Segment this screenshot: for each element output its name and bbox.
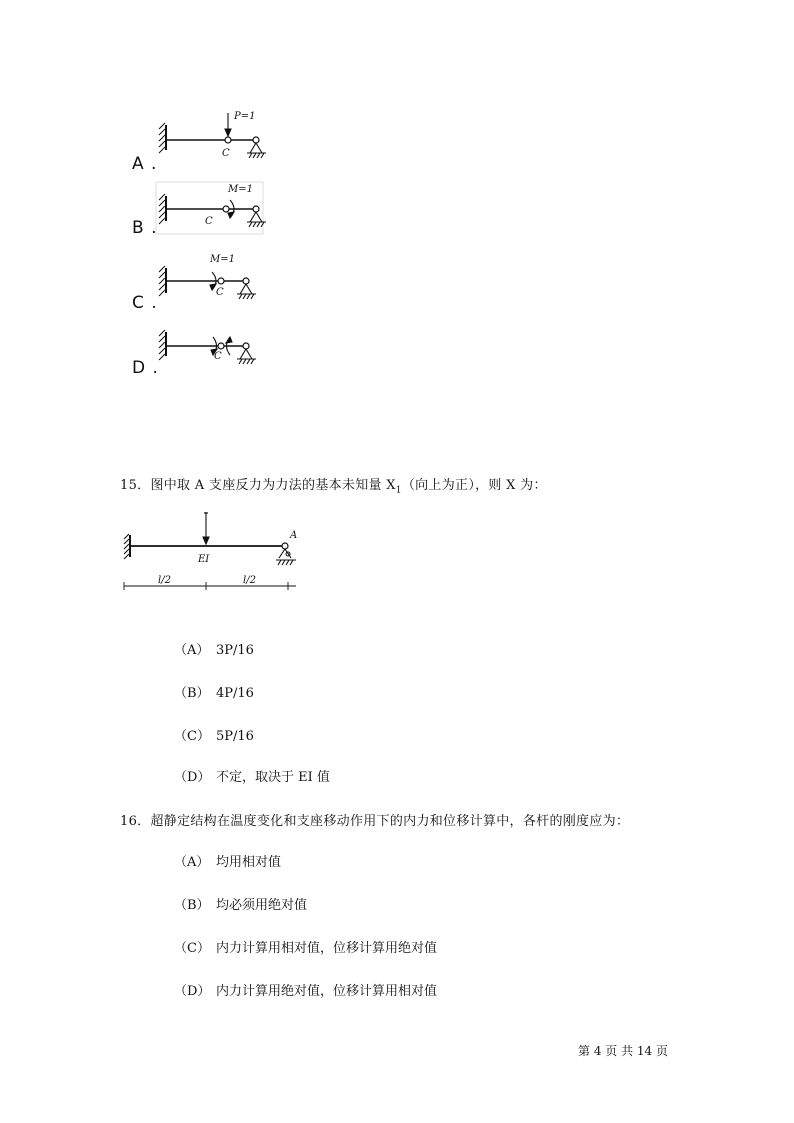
support-a-label: A [290,530,298,541]
question-15-figure [118,508,303,600]
hinge-c-icon [218,278,224,284]
q15-option-b[interactable] [174,682,254,701]
hinge-c-icon [218,343,224,349]
option-a-diagram [150,105,280,167]
option-text: 4P/16 [216,686,254,701]
option-c-letter: C . [132,293,158,313]
hinge-c-icon [225,137,231,143]
option-b-letter: B . [132,218,158,238]
q16-option-b[interactable] [174,894,307,913]
fixed-support-icon [159,330,166,360]
hinge-icon [243,343,249,349]
moment-label: M=1 [228,184,253,195]
stiffness-label: EI [198,554,210,565]
point-c-label: C [216,287,224,298]
load-arrow-icon [225,113,231,136]
q16-option-c[interactable] [174,937,437,956]
q15-option-c[interactable] [174,725,254,744]
pin-support-icon [247,143,266,158]
option-tag: （D） [174,770,211,785]
option-text: 内力计算用相对值，位移计算用绝对值 [216,941,438,956]
dimension-left-label: l/2 [158,575,171,586]
option-tag: （A） [174,855,210,870]
option-text: 不定，取决于 EI 值 [216,770,330,785]
option-text: 均用相对值 [216,855,282,870]
fixed-support-icon [159,266,166,296]
dimension-line [124,582,296,590]
q15-option-a[interactable] [174,639,254,658]
point-c-label: C [214,351,222,362]
option-text: 5P/16 [216,729,254,744]
option-tag: （B） [174,686,210,701]
point-c-label: C [205,216,213,227]
option-text: 内力计算用绝对值，位移计算用相对值 [216,984,438,999]
pin-support-icon [237,284,256,299]
hinge-a-icon [282,543,288,549]
option-text: 均必须用绝对值 [216,898,308,913]
option-tag: （D） [174,984,211,999]
question-15-text: 15．图中取 A 支座反力为力法的基本未知量 $X_1$（向上为正），则 X 为： [120,478,547,496]
fixed-support-icon [159,194,166,224]
load-label: P=1 [234,111,256,122]
moment-label: M=1 [210,254,235,265]
q16-option-d[interactable] [174,980,437,999]
q16-option-a[interactable] [174,851,281,870]
option-text: 3P/16 [216,643,254,658]
q15-option-d[interactable] [174,766,330,785]
pin-support-icon [237,349,256,364]
load-arrow-icon [203,512,209,544]
roller-support-icon [276,549,296,565]
option-d-letter: D . [132,358,159,378]
point-c-label: C [222,148,230,159]
fixed-support-icon [124,534,130,559]
option-tag: （C） [174,729,210,744]
question-16-text: 16．超静定结构在温度变化和支座移动作用下的内力和位移计算中，各杆的刚度应为： [120,814,630,829]
option-tag: （A） [174,643,210,658]
fixed-support-icon [159,123,166,153]
hinge-icon [243,278,249,284]
hinge-icon [253,137,259,143]
option-d-diagram [150,318,280,380]
option-c-diagram [150,248,280,310]
option-b-diagram [150,176,280,238]
option-a-letter: A . [132,154,158,174]
hinge-icon [253,206,259,212]
hinge-c-icon [223,206,229,212]
option-tag: （B） [174,898,210,913]
page-number: 第 4 页 共 14 页 [578,1044,668,1058]
option-tag: （C） [174,941,210,956]
dimension-right-label: l/2 [243,575,256,586]
